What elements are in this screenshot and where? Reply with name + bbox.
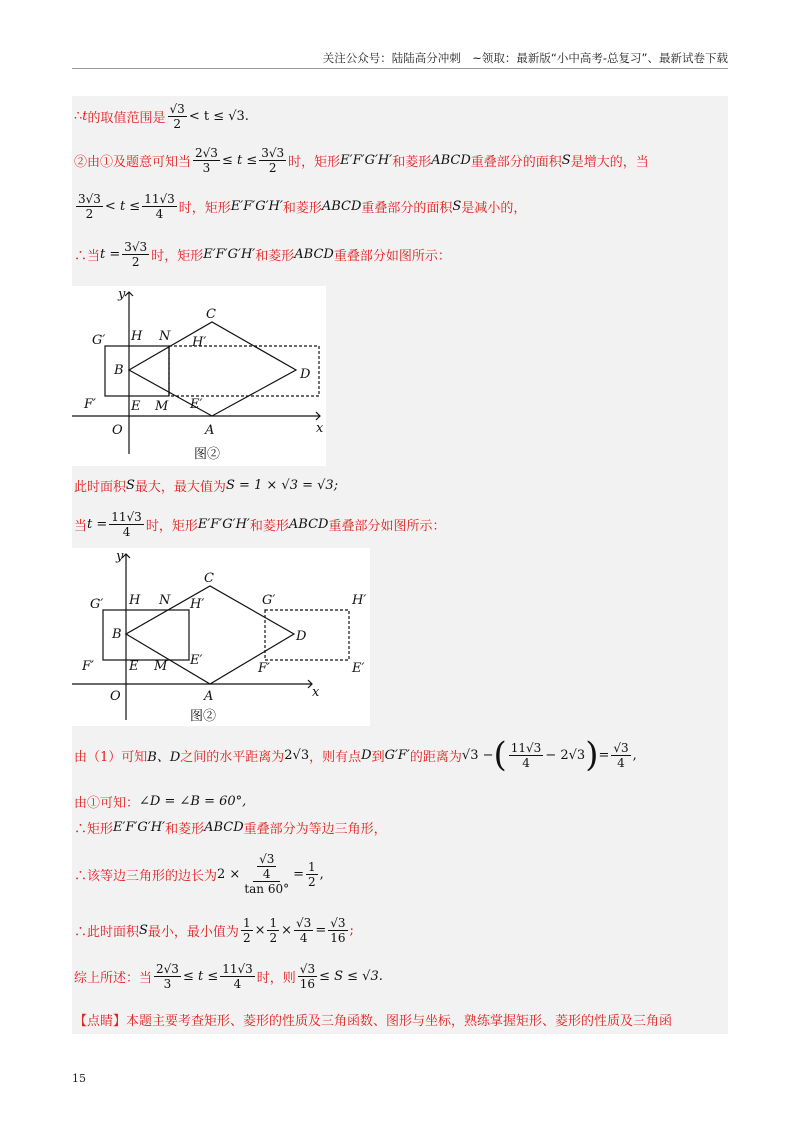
label-O: O [110, 689, 121, 704]
var-t: t [82, 109, 88, 124]
text: 和菱形 [249, 519, 289, 534]
line-max-area [74, 476, 338, 495]
fraction: $\frac{√3}{16}$ [330, 916, 346, 945]
label-C: C [206, 307, 216, 322]
var-t: t = [100, 247, 121, 262]
text: ∴当 [74, 249, 101, 264]
equals: = [598, 747, 610, 763]
line-side-length [74, 852, 324, 896]
text: 综上所述：当 [74, 971, 153, 986]
text: 是减小的， [461, 201, 527, 216]
points: B、D [147, 749, 181, 765]
text: 重叠部分如图所示： [333, 249, 451, 264]
text: 的距离为 [409, 749, 462, 765]
rhombus-name: ABCD [321, 199, 362, 214]
fraction: $\frac{3√3}{2}$ [261, 146, 285, 175]
text: ∴该等边三角形的边长为 [74, 868, 218, 884]
comma: , [632, 747, 637, 763]
text: 时，则 [256, 971, 296, 986]
value: 2√3 [284, 747, 310, 763]
var-s: S [452, 199, 462, 214]
fraction: $\frac{3√3}{2}$ [78, 192, 101, 221]
fraction: $\frac{1}{2}$ [242, 916, 251, 945]
rect-name: E′F′G′H′ [113, 820, 166, 835]
label-H: H [129, 593, 141, 608]
label-B: B [112, 627, 122, 642]
figure-1 [72, 286, 326, 466]
text: 重叠部分如图所示： [328, 519, 446, 534]
inequality: < t ≤ √3. [188, 109, 249, 124]
text: 最小，最小值为 [147, 925, 239, 940]
label-Fp: F′ [84, 397, 96, 412]
times: × [281, 923, 293, 938]
label-Gp: G′ [90, 597, 104, 612]
dashed-rectangle [265, 610, 349, 660]
line-when-min [74, 510, 445, 539]
paren-open: ( [493, 735, 507, 775]
therefore: ∴ [74, 109, 83, 124]
label-y: y [116, 549, 124, 564]
fraction: $\frac{3√3}{2}$ [124, 240, 148, 269]
fraction: $\frac{11√3}{4}$ [222, 962, 253, 991]
times: × [254, 923, 266, 938]
equals: = [293, 866, 305, 882]
rect-name: E′F′G′H′ [197, 517, 250, 532]
label-y: y [118, 287, 126, 302]
label-N: N [159, 593, 171, 608]
page-number: 15 [72, 1072, 86, 1085]
text: 当 [74, 519, 88, 534]
page-header: 关注公众号：陆陆高分冲刺 ~领取：最新版“小中高考-总复习”、最新试卷下载 [322, 51, 728, 65]
figure-2-caption: 图② [190, 709, 217, 724]
text: 和菱形 [392, 155, 432, 170]
var-s: S [561, 153, 571, 168]
dashed-rectangle [169, 346, 319, 396]
label-D: D [300, 367, 311, 382]
text: 重叠部分的面积 [361, 201, 453, 216]
text: ∴此时面积 [74, 925, 140, 940]
label-Hp-2: H′ [352, 593, 367, 608]
text: 和菱形 [255, 249, 295, 264]
fraction: $\frac{2√3}{3}$ [195, 146, 218, 175]
text: ，则有点 [309, 749, 362, 765]
segment: G′F′ [384, 747, 410, 763]
line-decrease [74, 192, 526, 221]
label-N: N [159, 329, 171, 344]
var-t: t = [87, 517, 108, 532]
text: 是增大的，当 [570, 155, 649, 170]
var-s: S [126, 478, 135, 493]
rhombus-name: ABCD [204, 820, 244, 835]
line-distance [74, 735, 637, 775]
rhombus-name: ABCD [288, 517, 329, 532]
figure-1-diagram [72, 286, 326, 466]
label-C: C [204, 571, 214, 586]
comma: , [319, 866, 324, 882]
text: 时，矩形 [178, 201, 231, 216]
angle-eq: ∠D = ∠B = 60°, [139, 794, 247, 809]
label-M: M [155, 399, 169, 414]
expr: √3 − [461, 747, 494, 763]
expr: − 2√3 [545, 747, 586, 763]
label-Hp: H′ [190, 597, 205, 612]
point-d: D [361, 747, 372, 763]
rect-name: E′F′G′H′ [230, 199, 283, 214]
text: 最大，最大值为 [134, 480, 226, 495]
fraction: $\frac{√3}{16}$ [299, 962, 316, 991]
label-Fp-2: F′ [258, 661, 270, 676]
line-angles [74, 792, 246, 811]
expr: 2 × [217, 866, 241, 882]
text: 时，矩形 [288, 155, 341, 170]
label-B: B [114, 363, 124, 378]
label-Ep-2: E′ [352, 661, 365, 676]
figure-1-caption: 图② [194, 447, 221, 462]
text: 的取值范围是 [87, 111, 166, 126]
text: 重叠部分为等边三角形， [243, 822, 387, 837]
line-summary [74, 962, 383, 991]
text: ②由①及题意可知当 [74, 155, 192, 170]
label-H: H [131, 329, 143, 344]
label-D: D [296, 629, 307, 644]
inequality: < t ≤ [104, 199, 141, 214]
fraction: $\frac{11√3}{4}$ [111, 510, 142, 539]
label-M: M [154, 659, 168, 674]
fraction: $\frac{√3}{2}$ [169, 102, 185, 131]
text: 此时面积 [74, 480, 127, 495]
label-Hp: H′ [192, 335, 207, 350]
line-min-area [74, 916, 354, 945]
fraction: $\frac{1}{2}$ [269, 916, 278, 945]
figure-2 [72, 548, 370, 726]
text: 由（1）可知 [74, 749, 148, 765]
fraction: $\frac{2√3}{3}$ [156, 962, 179, 991]
line-comment [74, 1010, 672, 1029]
comment-text: 【点睛】本题主要考查矩形、菱形的性质及三角函数、图形与坐标，熟练掌握矩形、菱形的性质及三角函 [74, 1014, 673, 1029]
var-s: S [139, 923, 148, 938]
fraction: $\frac{11√3}{4}$ [510, 740, 542, 770]
label-x: x [316, 421, 324, 436]
inequality: ≤ t ≤ [221, 153, 258, 168]
compound-fraction: $\frac{\frac{√3}{4}}{\tan 60^\circ}$ [244, 852, 290, 896]
label-Fp: F′ [82, 659, 94, 674]
fraction: $\frac{√3}{4}$ [296, 916, 312, 945]
range: ≤ S ≤ √3. [319, 969, 383, 984]
text: 时，矩形 [151, 249, 204, 264]
text: 重叠部分的面积 [470, 155, 562, 170]
fraction: $\frac{√3}{4}$ [613, 740, 629, 770]
text: 到 [371, 749, 385, 765]
paren-close: ) [585, 735, 599, 775]
line-equilateral [74, 818, 387, 837]
label-x: x [312, 685, 320, 700]
rhombus-name: ABCD [431, 153, 471, 168]
line-when-max [74, 240, 451, 269]
figure-2-diagram [72, 548, 370, 726]
rect-name: E′F′G′H′ [203, 247, 256, 262]
text: 由①可知： [74, 796, 140, 811]
compound-numerator [253, 852, 280, 882]
label-E: E [129, 659, 139, 674]
label-O: O [112, 423, 123, 438]
label-Ep: E′ [190, 397, 203, 412]
header-divider [72, 68, 728, 69]
fraction: $\frac{1}{2}$ [308, 859, 316, 889]
text: 和菱形 [282, 201, 322, 216]
max-value: S = 1 × √3 = √3; [225, 478, 339, 493]
text: ∴矩形 [74, 822, 114, 837]
label-E: E [131, 399, 141, 414]
label-Gp: G′ [92, 333, 106, 348]
inner-fraction: $\frac{√3}{4}$ [259, 852, 275, 881]
text: 时，矩形 [145, 519, 198, 534]
label-Ep: E′ [190, 653, 203, 668]
inequality: ≤ t ≤ [182, 969, 219, 984]
line-range-t [74, 102, 249, 131]
label-A: A [205, 423, 215, 438]
text: 之间的水平距离为 [180, 749, 285, 765]
text: 和菱形 [165, 822, 205, 837]
semicolon: ; [349, 923, 354, 938]
equals: = [315, 923, 327, 938]
line-increase [74, 146, 649, 175]
label-A: A [204, 689, 214, 704]
label-Gp-2: G′ [262, 593, 276, 608]
fraction: $\frac{11√3}{4}$ [144, 192, 175, 221]
rhombus-name: ABCD [294, 247, 334, 262]
rect-name: E′F′G′H′ [340, 153, 393, 168]
